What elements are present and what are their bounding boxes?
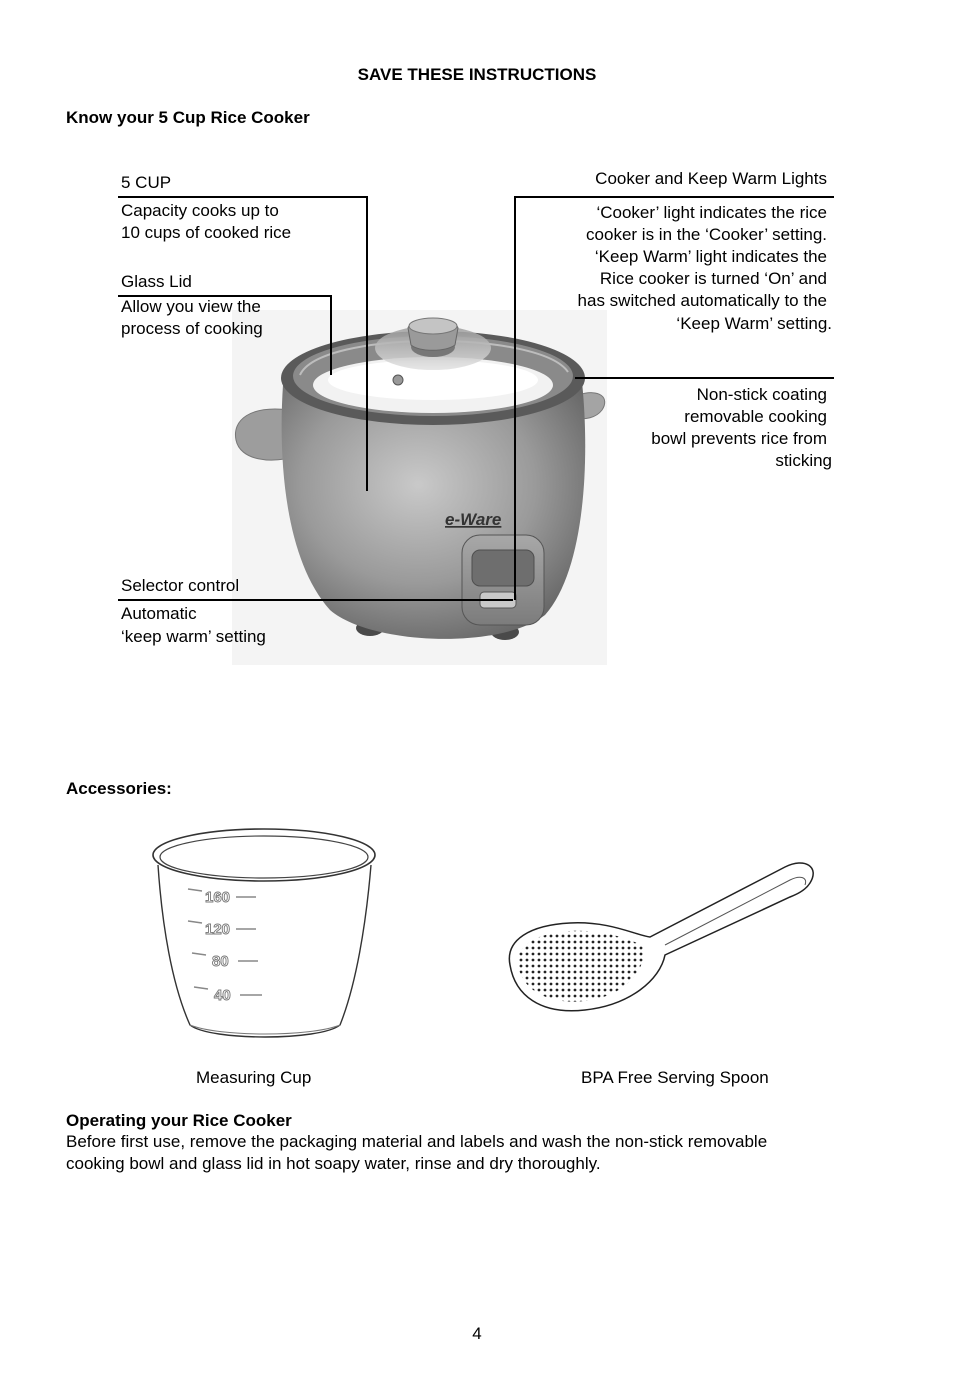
cup-mark: 80 [212, 953, 229, 970]
callout-lights-line: has switched automatically to the [577, 291, 827, 310]
section-heading-operating: Operating your Rice Cooker [66, 1111, 292, 1130]
callout-lights-line: ‘Cooker’ light indicates the rice [596, 203, 827, 222]
callout-glass-lid-line: process of cooking [121, 319, 263, 338]
callout-nonstick-line: bowl prevents rice from [651, 429, 827, 448]
cup-mark: 120 [205, 921, 231, 938]
measuring-cup-caption: Measuring Cup [196, 1068, 312, 1087]
section-heading-know: Know your 5 Cup Rice Cooker [66, 108, 310, 127]
cup-mark: 160 [205, 889, 231, 906]
measuring-cup-image [150, 825, 380, 1045]
callout-5cup-title: 5 CUP [121, 173, 172, 192]
callout-nonstick-line: removable cooking [684, 407, 827, 426]
callout-selector-line: Automatic [121, 604, 197, 623]
operating-paragraph-line: cooking bowl and glass lid in hot soapy water, rinse and dry thoroughly. [66, 1154, 601, 1173]
operating-paragraph-line: Before first use, remove the packaging material and labels and wash the non-stick removable [66, 1132, 768, 1151]
spoon-caption: BPA Free Serving Spoon [581, 1068, 769, 1087]
callout-5cup-line: 10 cups of cooked rice [121, 223, 292, 242]
cup-mark: 40 [214, 987, 231, 1004]
callout-selector-line: ‘keep warm’ setting [121, 627, 266, 646]
callout-glass-lid-title: Glass Lid [121, 272, 192, 291]
callout-nonstick-line: Non-stick coating [696, 385, 827, 404]
page-number: 4 [472, 1324, 482, 1343]
brand-logo: e-Ware [445, 510, 502, 529]
callout-lights-line: ‘Keep Warm’ setting. [676, 314, 832, 333]
page-title: SAVE THESE INSTRUCTIONS [357, 65, 597, 84]
callout-selector-title: Selector control [121, 576, 240, 595]
serving-spoon-image [500, 855, 820, 1025]
callout-lights-title: Cooker and Keep Warm Lights [595, 169, 827, 188]
callout-lights-line: ‘Keep Warm’ light indicates the [594, 247, 827, 266]
callout-glass-lid-line: Allow you view the [121, 297, 261, 316]
callout-lights-line: cooker is in the ‘Cooker’ setting. [586, 225, 827, 244]
section-heading-accessories: Accessories: [66, 779, 172, 798]
callout-5cup-line: Capacity cooks up to [121, 201, 279, 220]
callout-nonstick-line: sticking [775, 451, 832, 470]
callout-lights-line: Rice cooker is turned ‘On’ and [599, 269, 827, 288]
